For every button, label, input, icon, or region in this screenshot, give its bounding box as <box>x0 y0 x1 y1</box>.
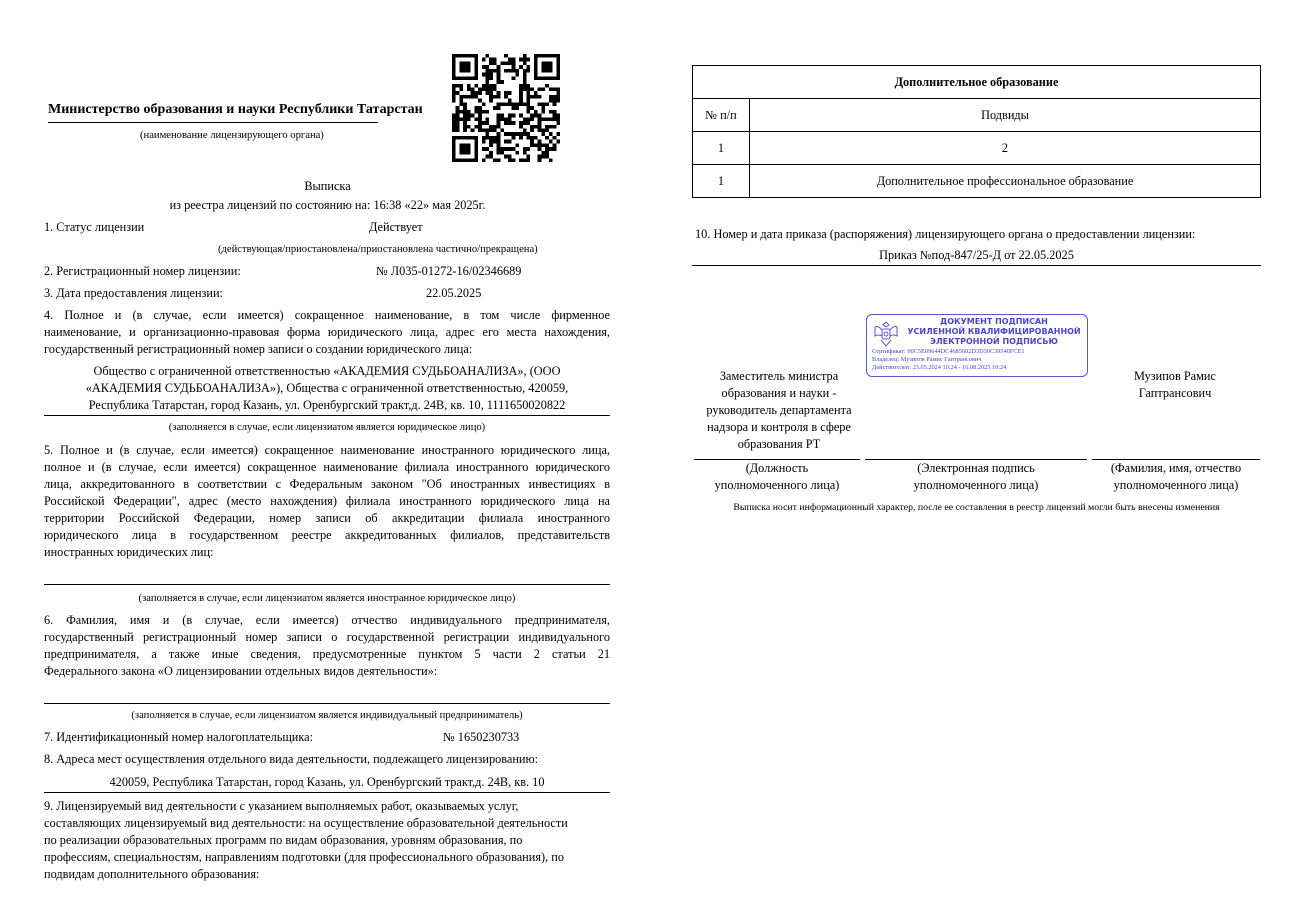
caption-line: уполномоченного лица) <box>714 478 840 492</box>
divider <box>44 792 610 793</box>
item4-text-line: наименование, и организационно-правовая форма юридического лица, адрес его места нахождения, <box>44 325 610 339</box>
licensing-body-caption: (наименование лицензирующего органа) <box>140 130 324 141</box>
item4-text-line: государственный регистрационный номер записи о создании юридического лица: <box>44 342 473 356</box>
item4-caption: (заполняется в случае, если лицензиатом является юридическое лицо) <box>168 422 486 433</box>
electronic-signature-stamp <box>866 314 1088 377</box>
caption-line: уполномоченного лица) <box>1113 478 1239 492</box>
coat-of-arms-icon <box>872 319 900 349</box>
signature-caption <box>865 460 1087 494</box>
item6-text-line: государственный регистрационный номер записи о государственной регистрации индивидуального <box>44 630 610 644</box>
item1-label: 1. Статус лицензии <box>44 220 145 234</box>
table-header-row <box>693 99 1261 132</box>
caption-line: (Электронная подпись <box>917 461 1035 475</box>
table-cell: 1 <box>693 165 750 198</box>
signer-position-line: руководитель департамента <box>706 403 852 417</box>
divider <box>44 703 610 704</box>
item6-caption: (заполняется в случае, если лицензиатом является индивидуальный предприниматель) <box>131 710 523 721</box>
signer-name-line: Музипов Рамис <box>1134 369 1216 383</box>
divider <box>692 265 1261 266</box>
column-header: № п/п <box>693 99 750 132</box>
table-index-row <box>693 132 1261 165</box>
item9-text-line: 9. Лицензируемый вид деятельности с указанием выполняемых работ, оказываемых услуг, <box>44 799 519 813</box>
item2-label: 2. Регистрационный номер лицензии: <box>44 264 241 278</box>
name-caption <box>1092 460 1260 494</box>
caption-line: (Фамилия, имя, отчество <box>1110 461 1242 475</box>
item5-text-line: территории Российской Федерации, номер записи об аккредитации филиала иностранного <box>44 511 610 525</box>
table-row <box>693 165 1261 198</box>
item5-text-line: полное и (в случае, если имеется) сокращенное наименование филиала иностранного юридического <box>44 460 610 474</box>
stamp-title-line: ЭЛЕКТРОННОЙ ПОДПИСЬЮ <box>930 337 1058 346</box>
licensee-line: Республика Татарстан, город Казань, ул. Оренбургский тракт,д. 24В, кв. 10, 1111650020822 <box>88 398 566 412</box>
item5-text-line: Российской Федерации", адрес (место нахождения) филиала иностранного юридического лица на <box>44 494 610 508</box>
column-header: Подвиды <box>750 99 1261 132</box>
education-types-table <box>692 65 1261 198</box>
divider <box>48 122 378 123</box>
item3-label: 3. Дата предоставления лицензии: <box>44 286 223 300</box>
item9-text-line: подвидам дополнительного образования: <box>44 867 260 881</box>
item5-text-line: юридического лица в государственном реестре аккредитованных филиалов, представительств <box>44 528 610 542</box>
table-cell: 2 <box>750 132 1261 165</box>
license-status: Действует <box>369 220 423 234</box>
caption-line: уполномоченного лица) <box>913 478 1039 492</box>
signer-position-line: Заместитель министра <box>719 369 839 383</box>
divider <box>44 415 610 416</box>
item5-text-line: 5. Полное и (в случае, если имеется) сокращенное наименование иностранного юридического лица, <box>44 443 610 457</box>
licensing-body-name: Министерство образования и науки Республики Татарстан <box>48 102 423 117</box>
item9-text-line: профессиям, специальностям, направлениям подготовки (для профессионального образования), по <box>44 850 564 864</box>
signer-position-line: образования и науки - <box>721 386 837 400</box>
signer-position-line: надзора и контроля в сфере <box>707 420 851 434</box>
item5-text-line: иностранных юридических лиц: <box>44 545 214 559</box>
registration-number: № Л035-01272-16/02346689 <box>376 264 522 278</box>
signer-position-line: образования РТ <box>737 437 821 451</box>
caption-line: (Должность <box>745 461 809 475</box>
item9-text-line: составляющих лицензируемый вид деятельности: на осуществление образовательной деятельности <box>44 816 568 830</box>
table-title-row <box>693 66 1261 99</box>
document-subtitle: из реестра лицензий по состоянию на: 16:38 «22» мая 2025г. <box>169 198 486 212</box>
signer-position <box>694 368 864 453</box>
table-cell: 1 <box>693 132 750 165</box>
divider <box>44 584 610 585</box>
order-number: Приказ №под-847/25-Д от 22.05.2025 <box>879 248 1074 262</box>
stamp-owner: Владелец: Музипов Рамис Гаптрансович <box>872 356 982 363</box>
status-caption: (действующая/приостановлена/приостановлена частично/прекращена) <box>218 244 538 255</box>
position-caption <box>694 460 860 494</box>
qr-code-icon <box>452 54 560 162</box>
inn-value: № 1650230733 <box>443 730 520 744</box>
licensee-line: «АКАДЕМИЯ СУДЬБОАНАЛИЗА»), Общества с ограниченной ответственностью, 420059, <box>85 381 569 395</box>
signer-name <box>1090 368 1260 402</box>
item5-text-line: лица, аккредитованного в соответствии с Федеральным законом "Об иностранных инвестициях в <box>44 477 610 491</box>
signer-name-line: Гаптрансович <box>1138 386 1212 400</box>
item8-label: 8. Адреса мест осуществления отдельного вида деятельности, подлежащего лицензированию: <box>44 752 539 766</box>
footer-note: Выписка носит информационный характер, после ее составления в реестр лицензий могли быть внесены изменения <box>733 502 1220 513</box>
licensee-line: Общество с ограниченной ответственностью «АКАДЕМИЯ СУДЬБОАНАЛИЗА», (ООО <box>93 364 561 378</box>
stamp-title-line: ДОКУМЕНТ ПОДПИСАН <box>940 317 1048 326</box>
item6-text-line: Федерального закона «О лицензировании отдельных видов деятельности»: <box>44 664 438 678</box>
item4-text-line: 4. Полное и (в случае, если имеется) сокращенное наименование, в том числе фирменное <box>44 308 610 322</box>
item7-label: 7. Идентификационный номер налогоплательщика: <box>44 730 314 744</box>
item10-label: 10. Номер и дата приказа (распоряжения) лицензирующего органа о предоставлении лицензии: <box>695 227 1196 241</box>
stamp-title-line: УСИЛЕННОЙ КВАЛИФИЦИРОВАННОЙ <box>907 327 1081 336</box>
item6-text-line: 6. Фамилия, имя и (в случае, если имеется) отчество индивидуального предпринимателя, <box>44 613 610 627</box>
license-date: 22.05.2025 <box>426 286 482 300</box>
stamp-validity: Действителен: 23.05.2024 10:24 - 16.08.2025 10:24 <box>872 364 1007 371</box>
extract-page-right <box>660 0 1303 923</box>
item6-text-line: предпринимателя, а также иные сведения, предусмотренные пунктом 5 части 2 статьи 21 <box>44 647 610 661</box>
stamp-certificate: Сертификат: 00C5E09644DC4685602D3D30C39540FCE1 <box>872 348 1025 355</box>
item9-text-line: по реализации образовательных программ по видам образования, уровням образования, по <box>44 833 523 847</box>
document-title: Выписка <box>304 179 351 193</box>
table-cell: Дополнительное профессиональное образование <box>750 165 1261 198</box>
item5-caption: (заполняется в случае, если лицензиатом является иностранное юридическое лицо) <box>138 593 516 604</box>
table-title: Дополнительное образование <box>693 66 1261 99</box>
activity-address: 420059, Республика Татарстан, город Казань, ул. Оренбургский тракт,д. 24В, кв. 10 <box>109 775 545 789</box>
